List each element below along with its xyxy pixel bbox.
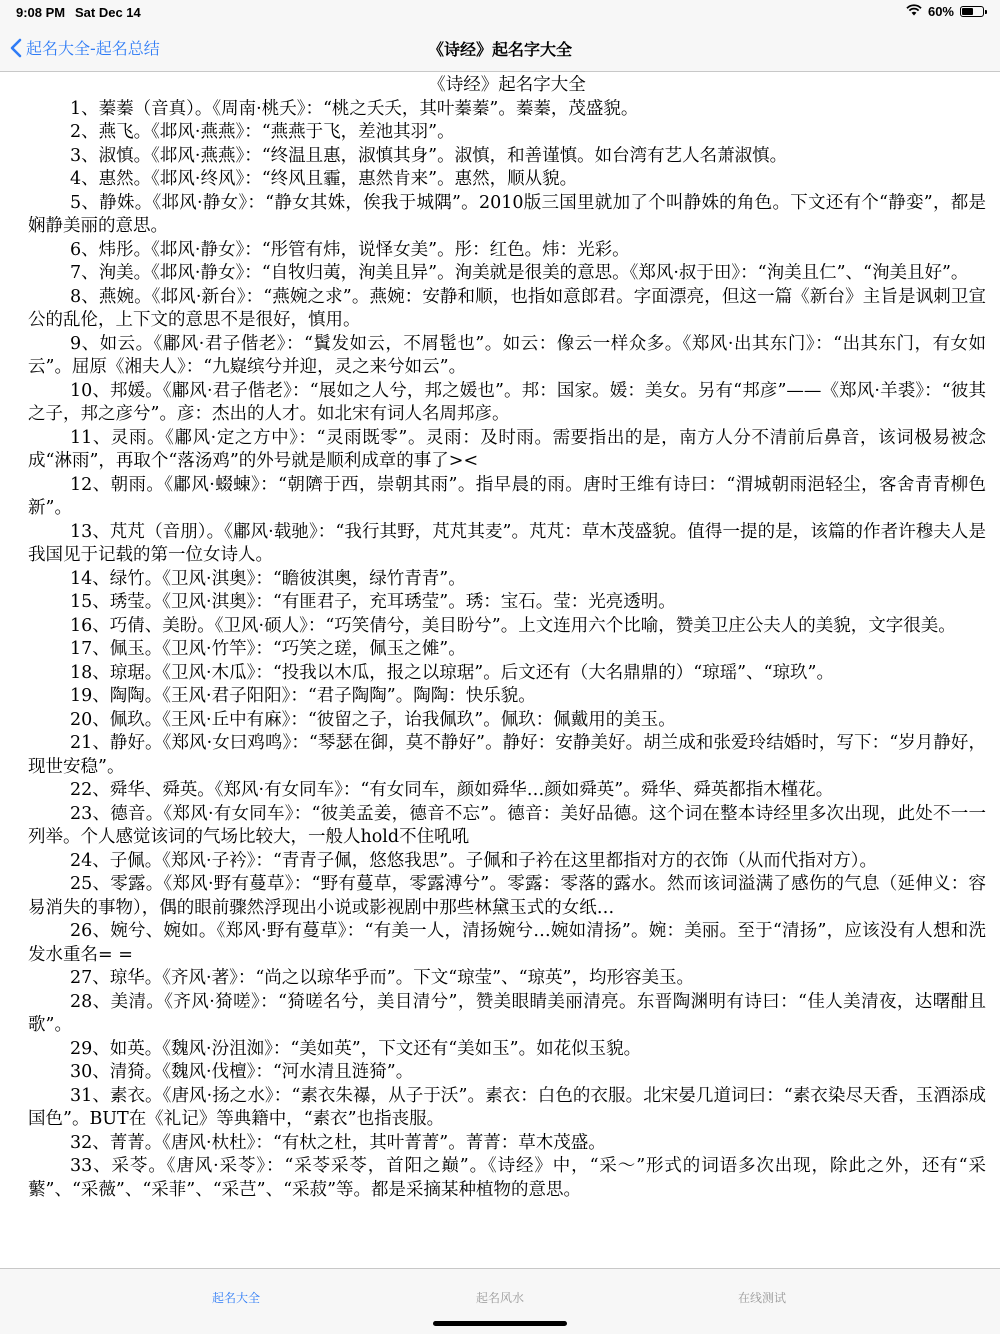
paragraph: 29、如英。《魏风·汾沮洳》：“美如英”，下文还有“美如玉”。如花似玉貌。 [70, 1038, 642, 1059]
paragraph: 5、静姝。《邶风·静女》：“静女其姝，俟我于城隅”。2010版三国里就加了个叫静姝的角色。下文还有个“静娈”，都是娴静美丽的意思。 [28, 192, 986, 236]
wifi-icon [906, 4, 922, 19]
paragraph: 22、舜华、舜英。《郑风·有女同车》：“有女同车，颜如舜华…颜如舜英”。舜华、舜英都指木槿花。 [70, 780, 834, 800]
paragraph: 10、邦媛。《鄘风·君子偕老》：“展如之人兮，邦之媛也”。邦：国家。媛：美女。另有“邦彦”——《郑风·羊裘》：“彼其之子，邦之彦兮”。彦：杰出的人才。如北宋有词人名周邦彦。 [28, 380, 986, 424]
paragraph: 26、婉兮、婉如。《郑风·野有蔓草》：“有美一人，清扬婉兮…婉如清扬”。婉：美丽。至于“清扬”，应该没有人想和洗发水重名= = [28, 921, 986, 965]
status-time: 9:08 PM [16, 5, 66, 20]
chevron-left-icon [10, 38, 22, 58]
back-button-label: 起名大全-起名总结 [26, 39, 160, 58]
paragraph: 15、琇莹。《卫风·淇奥》：“有匪君子，充耳琇莹”。琇：宝石。莹：光亮透明。 [70, 592, 676, 612]
status-bar [0, 0, 1000, 24]
paragraph: 17、佩玉。《卫风·竹竿》：“巧笑之瑳，佩玉之傩”。 [70, 639, 466, 659]
tab-label: 在线测试 [737, 1291, 786, 1305]
navigation-bar [0, 24, 1000, 72]
paragraph: 2、燕飞。《邶风·燕燕》：“燕燕于飞，差池其羽”。 [70, 122, 455, 142]
status-right [906, 4, 984, 19]
tab-naming-fengshui[interactable] [440, 1289, 560, 1306]
paragraph: 32、菁菁。《唐风·杕杜》：“有杕之杜，其叶菁菁”。菁菁：草木茂盛。 [70, 1132, 606, 1153]
paragraph: 7、洵美。《邶风·静女》：“自牧归荑，洵美且异”。洵美就是很美的意思。《郑风·叔于田》：“洵美且仁”、“洵美且好”。 [70, 263, 969, 283]
paragraph: 18、琼琚。《卫风·木瓜》：“投我以木瓜，报之以琼琚”。后文还有（大名鼎鼎的）“琼瑶”、“琼玖”。 [70, 662, 835, 683]
paragraph: 20、佩玖。《王风·丘中有麻》：“彼留之子，诒我佩玖”。佩玖：佩戴用的美玉。 [70, 709, 676, 730]
paragraph: 13、芃芃（音朋）。《鄘风·载驰》：“我行其野，芃芃其麦”。芃芃：草木茂盛貌。值得一提的是，该篇的作者许穆夫人是我国见于记载的第一位女诗人。 [28, 521, 986, 565]
tab-bar [0, 1268, 1000, 1334]
paragraph: 31、素衣。《唐风·扬之水》：“素衣朱襮，从子于沃”。素衣：白色的衣服。北宋晏几道词曰：“素衣染尽天香，玉酒添成国色”。BUT在《礼记》等典籍中，“素衣”也指丧服。 [28, 1085, 986, 1129]
paragraph: 33、采苓。《唐风·采苓》：“采苓采苓，首阳之巅”。《诗经》中，“采～”形式的词语多次出现，除此之外，还有“采蘩”、“采薇”、“采菲”、“采芑”、“采菽”等。都是采摘某种植物的意思。 [28, 1156, 986, 1200]
status-date: Sat Dec 14 [75, 5, 141, 20]
paragraph: 30、清猗。《魏风·伐檀》：“河水清且涟猗”。 [70, 1062, 414, 1082]
paragraph-list [28, 98, 986, 1203]
paragraph: 11、灵雨。《鄘风·定之方中》：“灵雨既零”。灵雨：及时雨。需要指出的是，南方人分不清前后鼻音，该词极易被念成“淋雨”，再取个“落汤鸡”的外号就是顺利成章的事了>< [28, 427, 986, 471]
home-indicator [433, 1321, 567, 1326]
paragraph: 14、绿竹。《卫风·淇奥》：“瞻彼淇奥，绿竹青青”。 [70, 568, 466, 589]
paragraph: 3、淑慎。《邶风·燕燕》：“终温且惠，淑慎其身”。淑慎，和善谨慎。如台湾有艺人名萧淑慎。 [70, 145, 788, 166]
paragraph: 27、琼华。《齐风·著》：“尚之以琼华乎而”。下文“琼莹”、“琼英”，均形容美玉。 [70, 968, 695, 988]
paragraph: 9、如云。《鄘风·君子偕老》：“鬒发如云，不屑髢也”。如云：像云一样众多。《郑风·出其东门》：“出其东门，有女如云”。屈原《湘夫人》：“九嶷缤兮并迎，灵之来兮如云”。 [28, 333, 986, 377]
paragraph: 16、巧倩、美盼。《卫风·硕人》：“巧笑倩兮，美目盼兮”。上文连用六个比喻，赞美卫庄公夫人的美貌，文字很美。 [70, 615, 956, 636]
paragraph: 4、惠然。《邶风·终风》：“终风且霾，惠然肯来”。惠然，顺从貌。 [70, 169, 578, 189]
paragraph: 8、燕婉。《邶风·新台》：“燕婉之求”。燕婉：安静和顺，也指如意郎君。字面漂亮，但这一篇《新台》主旨是讽刺卫宣公的乱伦，上下文的意思不是很好，慎用。 [28, 286, 986, 330]
paragraph: 19、陶陶。《王风·君子阳阳》：“君子陶陶”。陶陶：快乐貌。 [70, 686, 536, 706]
document-title: 《诗经》起名字大全 [428, 75, 586, 95]
paragraph: 28、美清。《齐风·猗嗟》：“猗嗟名兮，美目清兮”，赞美眼睛美丽清亮。东晋陶渊明有诗曰：“佳人美清夜，达曙酣且歌”。 [28, 991, 986, 1035]
paragraph: 6、炜彤。《邶风·静女》：“彤管有炜，说怿女美”。彤：红色。炜：光彩。 [70, 239, 630, 260]
tab-label: 起名大全 [211, 1291, 260, 1305]
tab-online-test[interactable] [702, 1289, 822, 1306]
tab-naming-guide[interactable] [176, 1289, 296, 1306]
paragraph: 23、德音。《郑风·有女同车》：“彼美孟姜，德音不忘”。德音：美好品德。这个词在整本诗经里多次出现，此处不一一列举。个人感觉该词的气场比较大，一般人hold不住吼吼 [28, 803, 986, 847]
back-button[interactable] [10, 36, 160, 59]
page-title: 《诗经》起名字大全 [427, 40, 572, 59]
battery-icon [960, 6, 984, 17]
battery-level [962, 8, 973, 15]
article-content[interactable] [0, 72, 1000, 1268]
paragraph: 21、静好。《郑风·女曰鸡鸣》：“琴瑟在御，莫不静好”。静好：安静美好。胡兰成和张爱玲结婚时，写下：“岁月静好，现世安稳”。 [28, 733, 986, 777]
paragraph: 25、零露。《郑风·野有蔓草》：“野有蔓草，零露溥兮”。零露：零落的露水。然而该词溢满了感伤的气息（延伸义：容易消失的事物），偶的眼前骤然浮现出小说或影视剧中那些林黛玉式的女纸… [28, 874, 986, 918]
paragraph: 24、子佩。《郑风·子衿》：“青青子佩，悠悠我思”。子佩和子衿在这里都指对方的衣饰（从而代指对方）。 [70, 850, 877, 871]
tab-label: 起名风水 [475, 1291, 524, 1305]
paragraph: 1、蓁蓁（音真）。《周南·桃夭》：“桃之夭夭，其叶蓁蓁”。蓁蓁，茂盛貌。 [70, 98, 639, 119]
battery-percent: 60% [927, 4, 954, 19]
paragraph: 12、朝雨。《鄘风·蝃蝀》：“朝隮于西，崇朝其雨”。指早晨的雨。唐时王维有诗曰：“渭城朝雨浥轻尘，客舍青青柳色新”。 [28, 474, 986, 518]
